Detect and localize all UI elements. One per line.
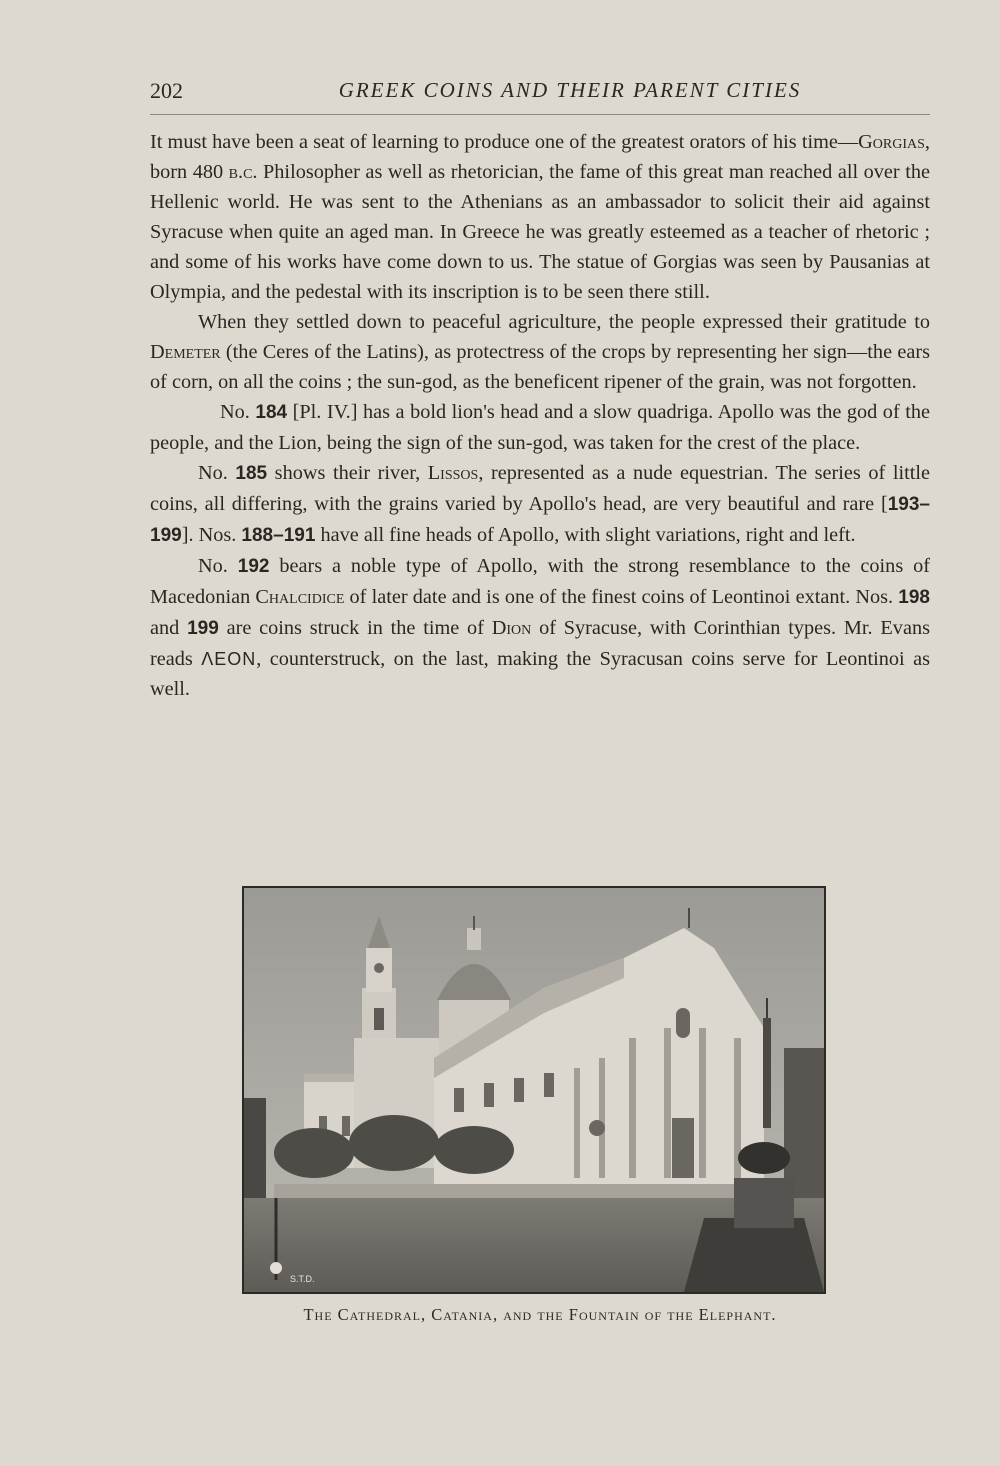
text-run: have all fine heads of Apollo, with slight variations, right and left. xyxy=(315,524,856,546)
body-text xyxy=(150,127,930,704)
text-run: It must have been a seat of learning to produce one of the greatest orators of his time— xyxy=(150,131,859,153)
elephant-statue xyxy=(738,1142,790,1174)
left-building xyxy=(244,1098,266,1198)
greek-inscription: ΛΕΟΝ xyxy=(201,649,257,669)
text-run: of Syracuse, with Corinthian types. Mr. Evans reads xyxy=(150,617,930,670)
clock-face xyxy=(374,963,384,973)
right-building xyxy=(784,1048,824,1198)
coin-number: 184 xyxy=(255,402,288,423)
bell-tower-window xyxy=(374,1008,384,1030)
paragraph-coin-192 xyxy=(150,551,930,704)
cathedral-illustration xyxy=(244,888,824,1292)
name-lissos: Lissos xyxy=(427,462,479,484)
figure-caption: The Cathedral, Catania, and the Fountain of the Elephant. xyxy=(303,1305,777,1324)
text-run: and xyxy=(150,617,188,639)
paragraph-coin-184 xyxy=(150,397,930,458)
name-gorgias: Gorgias xyxy=(858,131,925,153)
text-run: Philosopher as well as rhetorician, the fame of this great man reached all over the Hellenic world. He was sent to the Athenians as an ambassador to solicit their aid against Syracuse when quite an aged man. In Greece he was greatly esteemed as a teacher of rhetoric ; and some of his works have come down to us. The statue of Gorgias was seen by Pausanias at Olympia, and the pedestal with its inscription is to be seen there still. xyxy=(150,161,930,303)
paragraph-gorgias xyxy=(150,127,930,307)
text-run: No. xyxy=(198,555,238,577)
text-run: [Pl. IV.] has a bold lion's head and a slow quadriga. Apollo was the god of the people, and the Lion, being the sign of the sun-god, was taken for the crest of the place. xyxy=(150,401,930,454)
page-number: 202 xyxy=(150,78,183,103)
fountain-basin xyxy=(684,1218,824,1292)
paragraph-coin-185 xyxy=(150,458,930,551)
text-run: are coins struck in the time of xyxy=(218,617,492,639)
name-demeter: Demeter xyxy=(150,341,221,363)
name-chalcidice: Chalcidice xyxy=(255,586,345,608)
text-run: shows their river, xyxy=(267,462,428,484)
piazza-balustrade xyxy=(274,1184,744,1198)
text-run: (the Ceres of the Latins), as protectress of the crops by representing her sign—the ears of corn, on all the coins ; the sun-god, as the beneficent ripener of the grain, was not forgotten. xyxy=(150,341,930,393)
coin-number: 199 xyxy=(187,618,219,639)
obelisk xyxy=(763,1018,771,1128)
paragraph-demeter xyxy=(150,307,930,397)
running-title: GREEK COINS AND THEIR PARENT CITIES xyxy=(338,78,802,102)
running-head xyxy=(150,78,930,115)
photographer-mark: S.T.D. xyxy=(290,1274,315,1284)
lamp-globe xyxy=(270,1262,282,1274)
text-run: When they settled down to peaceful agriculture, the people expressed their gratitude to xyxy=(198,311,930,333)
coin-number: 185 xyxy=(235,463,268,484)
fountain-pedestal xyxy=(734,1178,794,1228)
coin-number-range: 188–191 xyxy=(241,525,316,546)
text-run: bears a noble type of Apollo, with the strong resemblance to the coins of Macedonian xyxy=(150,555,930,608)
era-bc: b.c. xyxy=(228,161,258,183)
text-run: of later date and is one of the finest coins of Leontinoi extant. Nos. xyxy=(344,586,899,608)
coin-number: 192 xyxy=(237,556,270,577)
text-run: , represented as a nude equestrian. The series of little coins, all differing, with the grains varied by Apollo's head, are very beautiful and rare [ xyxy=(150,462,930,515)
text-run: , born 480 xyxy=(150,131,930,183)
text-run: No. xyxy=(220,401,256,423)
name-dion: Dion xyxy=(491,617,532,639)
text-run: No. xyxy=(198,462,236,484)
coin-number-range: 193–199 xyxy=(150,494,930,546)
lantern xyxy=(467,928,481,950)
text-run: ]. Nos. xyxy=(181,524,242,546)
text-run: , counterstruck, on the last, making the Syracusan coins serve for Leontinoi as well. xyxy=(150,648,930,700)
coin-number: 198 xyxy=(898,587,930,608)
cathedral-photograph xyxy=(242,886,826,1294)
